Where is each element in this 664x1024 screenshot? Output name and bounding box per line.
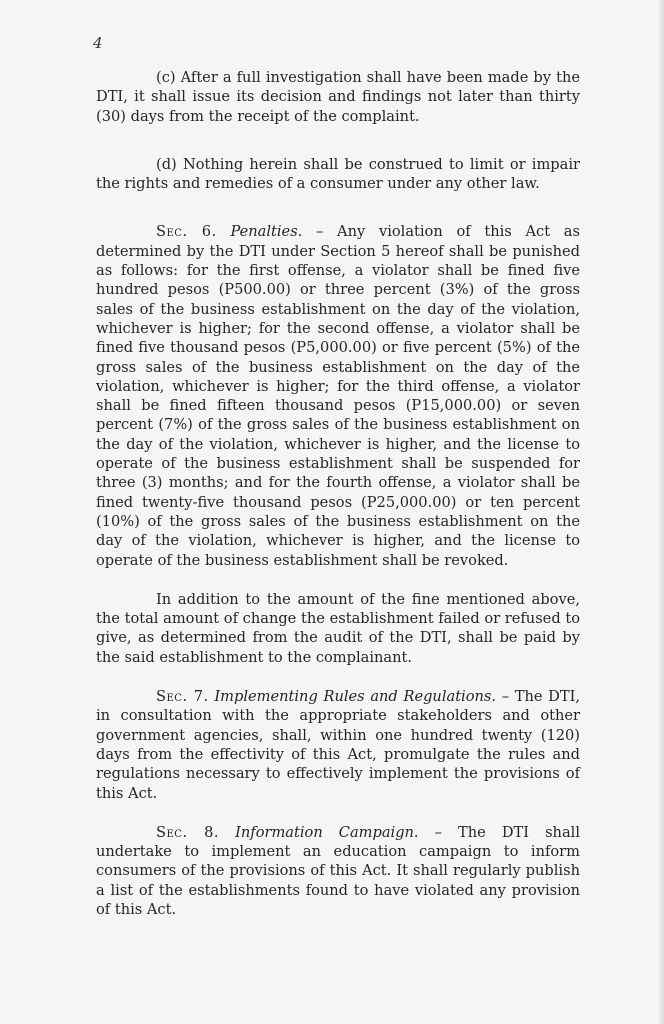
section-7-label: Sec. 7. — [156, 688, 209, 706]
page-number: 4 — [93, 34, 103, 52]
paragraph-additional-fine: In addition to the amount of the fine mentioned above, the total amount of change the establishment failed or refused to give, as determined from the audit of the DTI, shall be paid by the said establishment to the complainant. — [96, 590, 580, 666]
section-8-title: Information Campaign. — [235, 823, 419, 841]
section-7-implementing-rules — [96, 687, 580, 803]
section-6-penalties — [96, 222, 580, 569]
section-8-label: Sec. 8. — [156, 823, 220, 841]
section-6-title: Penalties. — [230, 223, 303, 241]
document-body — [96, 68, 580, 939]
section-6-label: Sec. 6. — [156, 223, 217, 241]
section-8-text: – The DTI shall undertake to implement an education campaign to inform consumers of the provisions of this Act. It shall regularly publish a list of the establishments found to have violated any provision of this Act. — [96, 823, 580, 918]
paragraph-d: (d) Nothing herein shall be construed to limit or impair the rights and remedies of a consumer under any other law. — [96, 155, 580, 193]
section-8-information-campaign — [96, 823, 580, 919]
section-6-text: – Any violation of this Act as determined by the DTI under Section 5 hereof shall be punished as follows: for the first offense, a violator shall be fined five hundred pesos (P500.00) or three percent (3%) of the gross sales of the business establishment on the day of the violation, whichever is higher; for the second offense, a violator shall be fined five thousand pesos (P5,000.00) or five percent (5%) of the gross sales of the business establishment on the day of the violation, whichever is higher; for the third offense, a violator shall be fined fifteen thousand pesos (P15,000.00) or seven percent (7%) of the gross sales of the business establishment on the day of the violation, whichever is higher, and the license to operate of the business establishment shall be suspended for three (3) months; and for the fourth offense, a violator shall be fined twenty-five thousand pesos (P25,000.00) or ten percent (10%) of the gross sales of the business establishment on the day of the violation, whichever is higher, and the license to operate of the business establishment shall be revoked. — [96, 223, 580, 569]
section-7-text: – The DTI, in consultation with the appropriate stakeholders and other government agencies, shall, within one hundred twenty (120) days from the effectivity of this Act, promulgate the rules and regulations necessary to effectively implement the provisions of this Act. — [96, 688, 581, 802]
page-edge — [658, 0, 664, 1024]
section-7-title: Implementing Rules and Regulations. — [214, 688, 497, 706]
paragraph-c: (c) After a full investigation shall have been made by the DTI, it shall issue its decision and findings not later than thirty (30) days from the receipt of the complaint. — [96, 69, 580, 125]
